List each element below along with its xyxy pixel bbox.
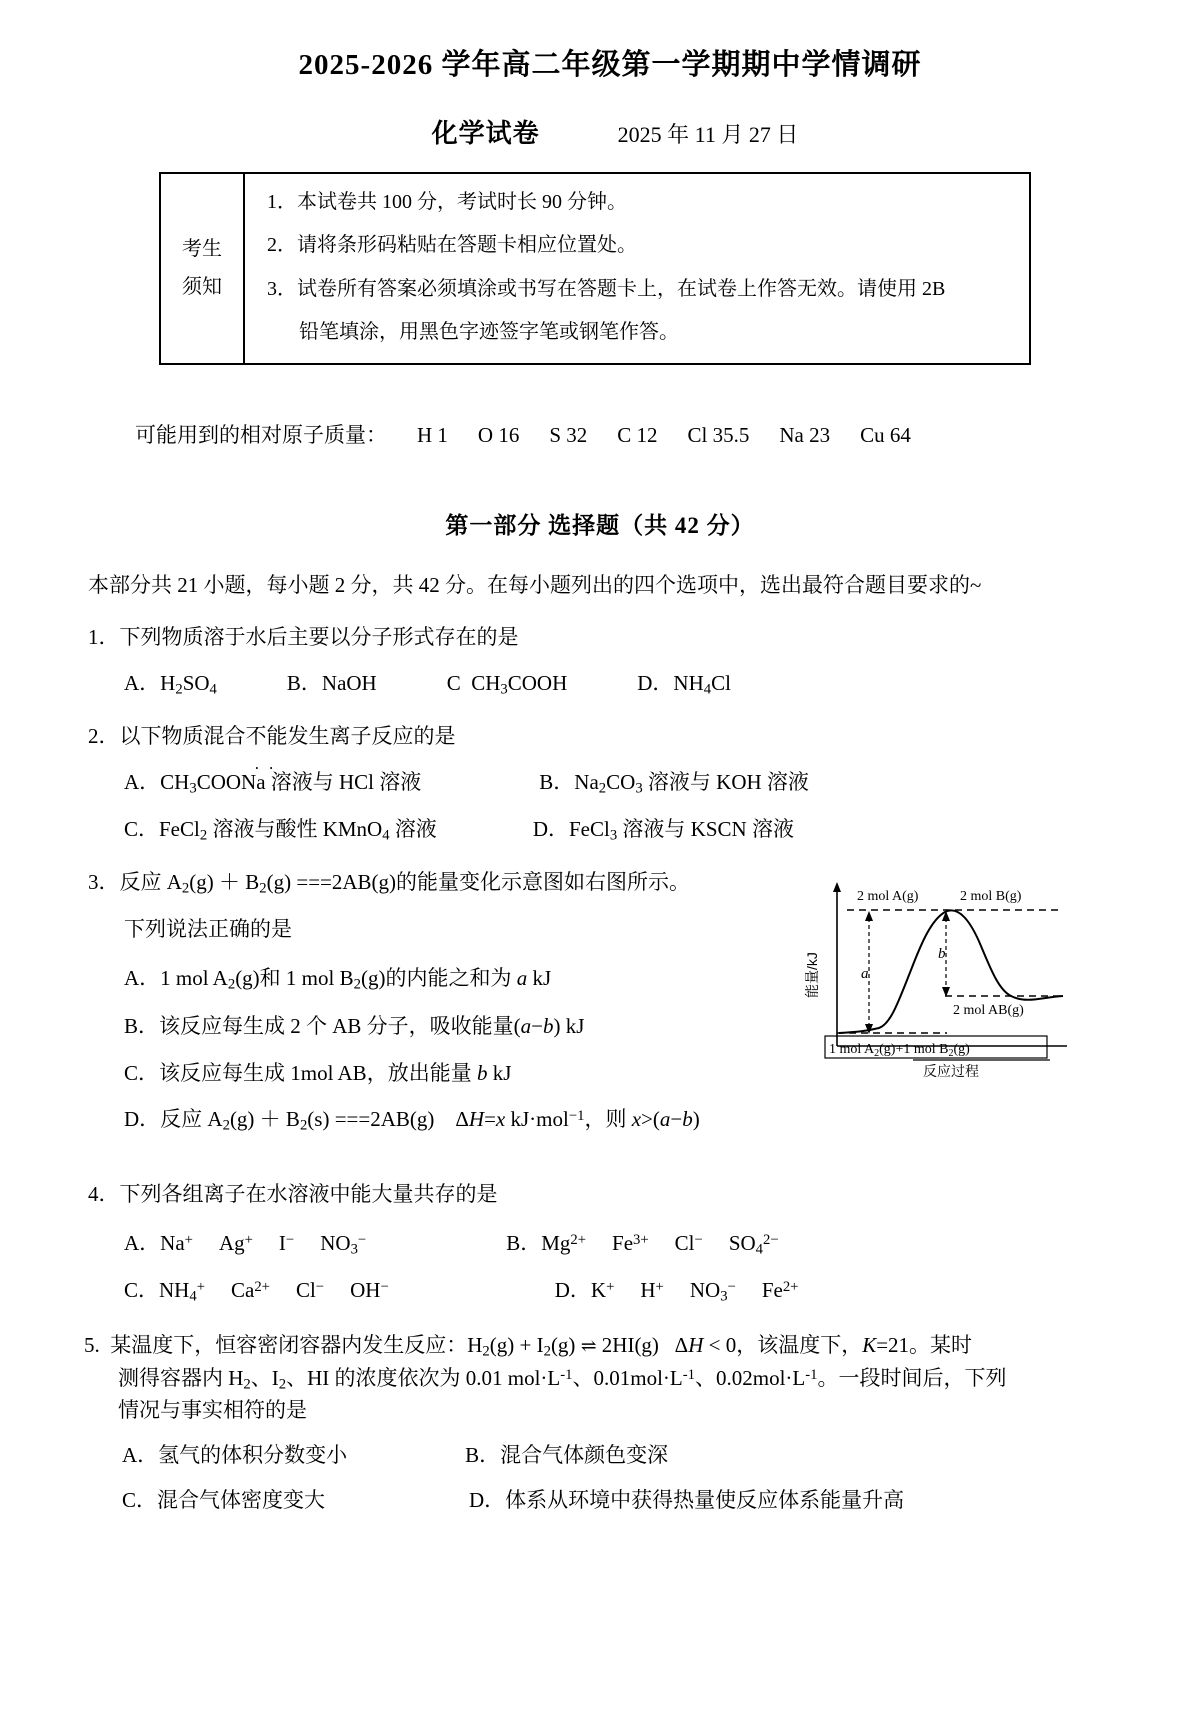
- exam-page: [0, 42, 1190, 1724]
- question-5-option-d[interactable]: D．体系从环境中获得热量使反应体系能量升高: [469, 1488, 905, 1513]
- notice-item-1: 1．本试卷共 100 分，考试时长 90 分钟。: [267, 191, 627, 213]
- question-3: [88, 867, 860, 1137]
- question-3-option-c[interactable]: C．该反应每生成 1mol AB，放出能量 b kJ: [124, 1060, 512, 1085]
- question-4-options: [124, 1228, 1120, 1307]
- question-4: [88, 1179, 1120, 1308]
- part1-heading: 第一部分 选择题（共 42 分）: [445, 512, 755, 538]
- question-5-option-b[interactable]: B．混合气体颜色变深: [465, 1442, 669, 1467]
- question-4-option-c[interactable]: C．$NH_4^+$ $Ca^{2+}$ Cl− OH−: [124, 1278, 389, 1305]
- question-1-option-d[interactable]: D．$NH_4Cl$: [637, 670, 731, 698]
- question-5-number: 5.: [84, 1332, 100, 1357]
- y-axis-label: 能量/kJ: [804, 952, 820, 998]
- question-5-options: [122, 1440, 1120, 1517]
- question-5-stem-line1: 5. 某温度下，恒容密闭容器内发生反应：$H_2(g) + I_2(g)$ ⇌ 2HI(g) ΔH < 0，该温度下，K=21。某时: [84, 1332, 973, 1360]
- atomic-mass-o: O 16: [477, 422, 520, 447]
- question-3-stem-line2: 下列说法正确的是: [124, 916, 292, 941]
- question-2-option-a[interactable]: A．$CH_3COONa$ 溶液与 HCl 溶液: [124, 769, 422, 797]
- question-4-stem: [88, 1179, 1120, 1211]
- atomic-mass-h: H 1: [417, 422, 448, 447]
- x-axis-label: 反应过程: [923, 1063, 979, 1079]
- notice-label-line2: 须知: [182, 276, 222, 299]
- question-2-text-before: 以下物质混合: [119, 724, 246, 749]
- question-3-options: [124, 963, 860, 1136]
- question-2-option-c[interactable]: C．FeCl$_2$ 溶液与酸性 KMnO$_4$ 溶液: [124, 816, 437, 844]
- question-1-text: 下列物质溶于水后主要以分子形式存在的是: [119, 625, 519, 650]
- question-1-stem: [88, 622, 1120, 654]
- question-4-option-row-1: [124, 1228, 1120, 1261]
- question-5-stem-line3: 情况与事实相符的是: [118, 1398, 307, 1423]
- question-2-option-row-2: [124, 814, 1120, 847]
- notice-item-2: 2．请将条形码粘贴在答题卡相应位置处。: [267, 234, 637, 257]
- top-label-left: 2 mol A(g): [857, 889, 919, 904]
- notice-item-3: 3．试卷所有答案必须填涂或书写在答题卡上，在试卷上作答无效。请使用 2B: [267, 277, 946, 300]
- top-label-right: 2 mol B(g): [960, 889, 1022, 904]
- atomic-mass-na: Na 23: [779, 422, 831, 447]
- question-5-option-c[interactable]: C．混合气体密度变大: [122, 1488, 326, 1513]
- atomic-masses-label: 可能用到的相对原子质量：: [135, 422, 387, 447]
- atomic-mass-s: S 32: [549, 422, 588, 447]
- question-1-option-row: [124, 668, 1120, 701]
- notice-body: [245, 174, 1029, 363]
- notice-label: [161, 174, 245, 363]
- question-3-option-b[interactable]: B．该反应每生成 2 个 AB 分子，吸收能量(a−b) kJ: [124, 1014, 585, 1039]
- product-label: 2 mol AB(g): [953, 1003, 1024, 1018]
- question-4-option-row-2: [124, 1275, 1120, 1308]
- question-2-option-d[interactable]: D．FeCl$_3$ 溶液与 KSCN 溶液: [532, 816, 794, 844]
- arrow-a-head-up: [865, 911, 873, 921]
- question-5-stem-line2: 测得容器内 $H_2$、$I_2$、HI 的浓度依次为 0.01 $mol\cdot L^{-1}$、$0.01mol\cdot L^{-1}$、$0.02mol\cdot L^{-1}$。一段时间后，下列: [118, 1365, 1007, 1393]
- question-5: [84, 1330, 1120, 1517]
- energy-curve: [839, 910, 1063, 1033]
- question-2-stem: [88, 721, 1120, 753]
- reactant-label: 1 mol $A_2(g)+1$ mol $B_2(g)$: [829, 1042, 970, 1059]
- atomic-mass-c: C 12: [617, 422, 658, 447]
- page-title: 2025-2026 学年高二年级第一学期期中学情调研: [298, 49, 922, 81]
- atomic-masses-line: [135, 419, 1190, 449]
- question-2-text-after: 发生离子反应的是: [287, 724, 456, 749]
- question-4-option-a[interactable]: A．Na+ Ag+ I− $NO_3^-$: [124, 1231, 367, 1259]
- atomic-mass-cu: Cu 64: [860, 422, 911, 447]
- notice-label-line1: 考生: [182, 238, 222, 261]
- atomic-mass-cl: Cl 35.5: [687, 422, 750, 447]
- question-5-option-a[interactable]: A．氢气的体积分数变小: [122, 1442, 348, 1467]
- question-5-option-row-1: [122, 1440, 1120, 1472]
- part1-intro: 本部分共 21 小题，每小题 2 分，共 42 分。在每小题列出的四个选项中，选出最符合题目要求的~: [88, 572, 982, 597]
- question-3-option-a[interactable]: A．1 mol $A_2(g)$和 1 mol $B_2(g)$的内能之和为 a kJ: [124, 966, 552, 994]
- question-4-number: 4．: [88, 1181, 120, 1206]
- question-3-stem: 3．反应 $A_2(g) + B_2(g) ===2AB(g)$的能量变化示意图如右图所示。: [88, 870, 691, 897]
- energy-diagram-figure: [795, 878, 1080, 1083]
- question-4-text: 下列各组离子在水溶液中能大量共存的是: [119, 1181, 498, 1206]
- subject-row: [40, 113, 1190, 150]
- question-5-option-row-2: [122, 1485, 1120, 1517]
- question-1-number: 1．: [88, 625, 120, 650]
- question-2-number: 2．: [88, 724, 120, 749]
- question-1-option-c[interactable]: C $CH_3COOH$: [446, 670, 568, 698]
- question-1-options: [124, 668, 1120, 701]
- notice-item-3-continued: 铅笔填涂，用黑色字迹签字笔或钢笔作答。: [299, 321, 679, 344]
- exam-date: 2025 年 11 月 27 日: [617, 122, 799, 147]
- question-2-options: [124, 767, 1120, 846]
- question-4-option-d[interactable]: D．K+ H+ $NO_3^-$ $Fe^{2+}$: [554, 1278, 799, 1305]
- question-3-option-d[interactable]: D．反应 $A_2(g) + B_2(s) ===2AB(g)$ ΔH=x kJ·mol$^{-1}$，则 x>(a−b): [124, 1107, 700, 1134]
- y-axis-arrow: [833, 882, 841, 892]
- question-2-option-b[interactable]: B．$Na_2CO_3$ 溶液与 KOH 溶液: [539, 769, 809, 797]
- candidate-notice-box: [159, 172, 1031, 365]
- arrow-a-label: a: [861, 966, 869, 982]
- question-1-option-a[interactable]: A．$H_2SO_4$: [124, 670, 217, 698]
- arrow-b-label: b: [938, 946, 946, 962]
- question-4-option-b[interactable]: B．$Mg^{2+}$ $Fe^{3+}$ Cl− $SO_4^{2-}$: [506, 1231, 779, 1259]
- question-2: [88, 721, 1120, 846]
- subject-title: 化学试卷: [431, 119, 540, 148]
- question-1-option-b[interactable]: B．NaOH: [286, 670, 377, 695]
- question-2-emphasis: 不能 ..: [246, 721, 288, 753]
- question-1: [88, 622, 1120, 700]
- question-3-number: 3．: [88, 870, 120, 895]
